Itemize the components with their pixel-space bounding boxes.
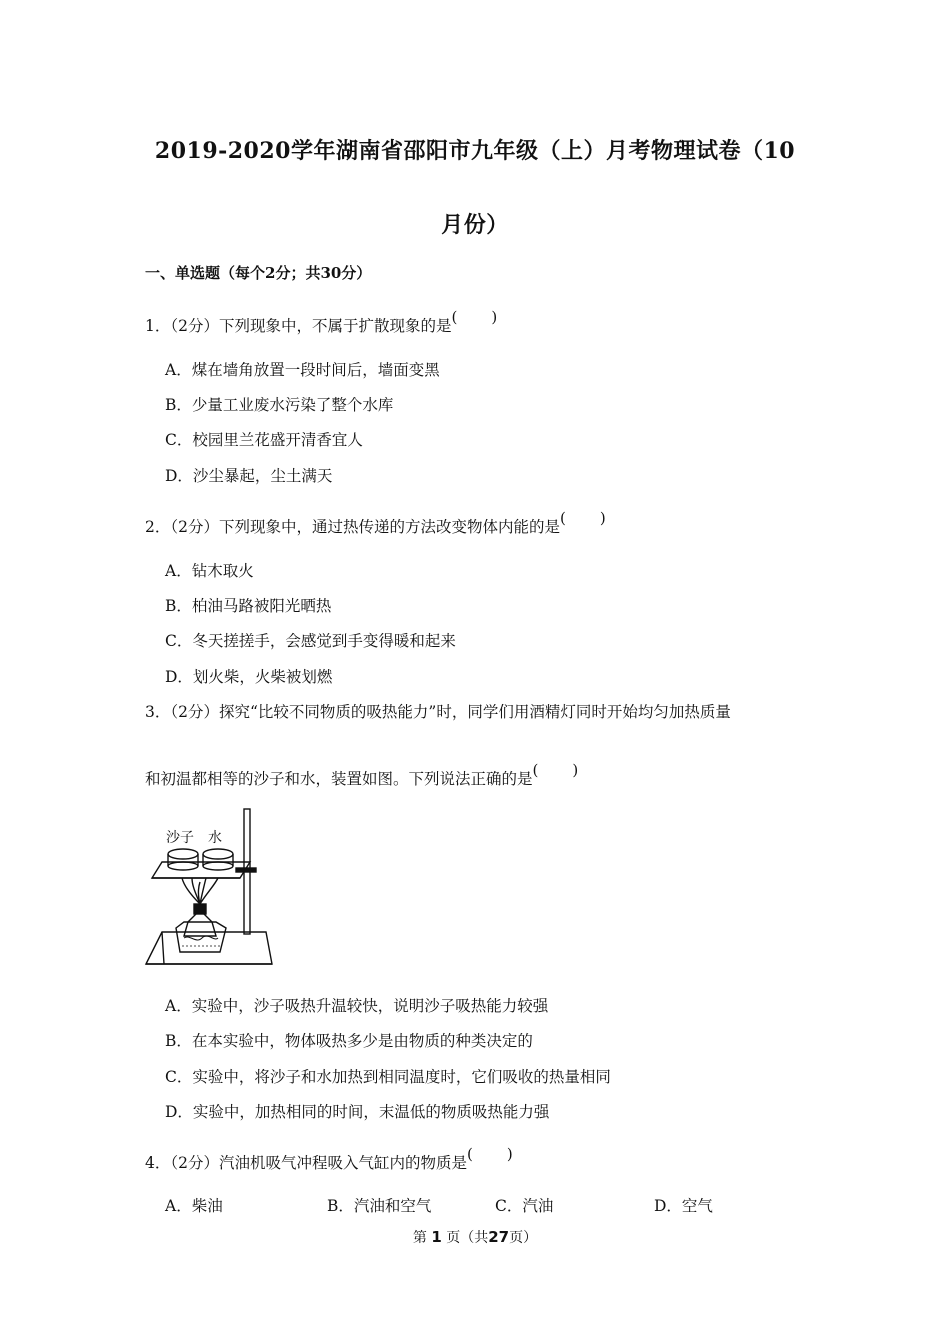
answer-paren-open: (: [532, 761, 539, 779]
section-heading: 一、单选题（每个2分；共30分）: [145, 264, 372, 282]
page-title-line2: 月份）: [441, 212, 509, 238]
question-1-stem: [145, 308, 498, 336]
question-2-option-b: B．柏油马路被阳光晒热: [165, 597, 332, 615]
question-4-text: 4．（2分）汽油机吸气冲程吸入气缸内的物质是: [145, 1154, 467, 1172]
flames: [182, 878, 218, 904]
question-3-option-a: A．实验中，沙子吸热升温较快，说明沙子吸热能力较强: [165, 997, 549, 1015]
question-2-text: 2．（2分）下列现象中，通过热传递的方法改变物体内能的是: [145, 518, 560, 536]
answer-paren-close: ): [491, 308, 498, 326]
question-2-option-a: A．钻木取火: [165, 562, 254, 580]
footer-middle: 页（共: [446, 1230, 489, 1246]
answer-paren-close: ): [599, 509, 606, 527]
question-4-stem: [145, 1145, 513, 1173]
question-2-option-d: D．划火柴，火柴被划燃: [165, 668, 333, 686]
question-3-text: 和初温都相等的沙子和水，装置如图。下列说法正确的是: [145, 770, 533, 788]
question-4-option-c: C．汽油: [495, 1197, 554, 1215]
question-2-option-c: C．冬天搓搓手，会感觉到手变得暖和起来: [165, 632, 456, 650]
footer-prefix: 第: [412, 1230, 427, 1246]
answer-paren-close: ): [572, 761, 579, 779]
question-4-option-a: A．柴油: [165, 1197, 223, 1215]
footer-suffix: 页）: [509, 1230, 538, 1246]
answer-paren-open: (: [559, 509, 566, 527]
sand-beaker: [168, 849, 198, 859]
water-beaker: [203, 849, 233, 859]
question-1-option-c: C．校园里兰花盛开清香宜人: [165, 431, 363, 449]
question-4-option-b: B．汽油和空气: [327, 1197, 432, 1215]
question-3-stem-line1: 3．（2分）探究“比较不同物质的吸热能力”时，同学们用酒精灯同时开始均匀加热质量: [145, 703, 731, 721]
question-1-option-d: D．沙尘暴起，尘土满天: [165, 467, 333, 485]
alcohol-lamp: [184, 914, 216, 936]
answer-paren-open: (: [451, 308, 458, 326]
footer-total-pages: 27: [488, 1228, 510, 1246]
water-label: 水: [208, 830, 222, 846]
question-2-stem: [145, 509, 606, 537]
answer-paren-close: ): [506, 1145, 513, 1163]
question-4-option-d: D．空气: [654, 1197, 713, 1215]
question-1-option-a: A．煤在墙角放置一段时间后，墙面变黑: [165, 361, 440, 379]
question-3-stem-line2: [145, 761, 579, 789]
page-title-line1: 2019-2020学年湖南省邵阳市九年级（上）月考物理试卷（10: [154, 138, 796, 164]
footer-page-number: 1: [431, 1228, 442, 1246]
page-footer: [0, 1227, 950, 1247]
question-3-option-c: C．实验中，将沙子和水加热到相同温度时，它们吸收的热量相同: [165, 1068, 611, 1086]
answer-paren-open: (: [466, 1145, 473, 1163]
sand-label: 沙子: [166, 830, 194, 846]
experiment-apparatus-figure: [140, 804, 280, 972]
apparatus-diagram: [140, 804, 280, 972]
question-1-text: 1．（2分）下列现象中，不属于扩散现象的是: [145, 317, 452, 335]
question-1-option-b: B．少量工业废水污染了整个水库: [165, 396, 394, 414]
question-3-option-b: B．在本实验中，物体吸热多少是由物质的种类决定的: [165, 1032, 533, 1050]
question-3-option-d: D．实验中，加热相同的时间，末温低的物质吸热能力强: [165, 1103, 550, 1121]
